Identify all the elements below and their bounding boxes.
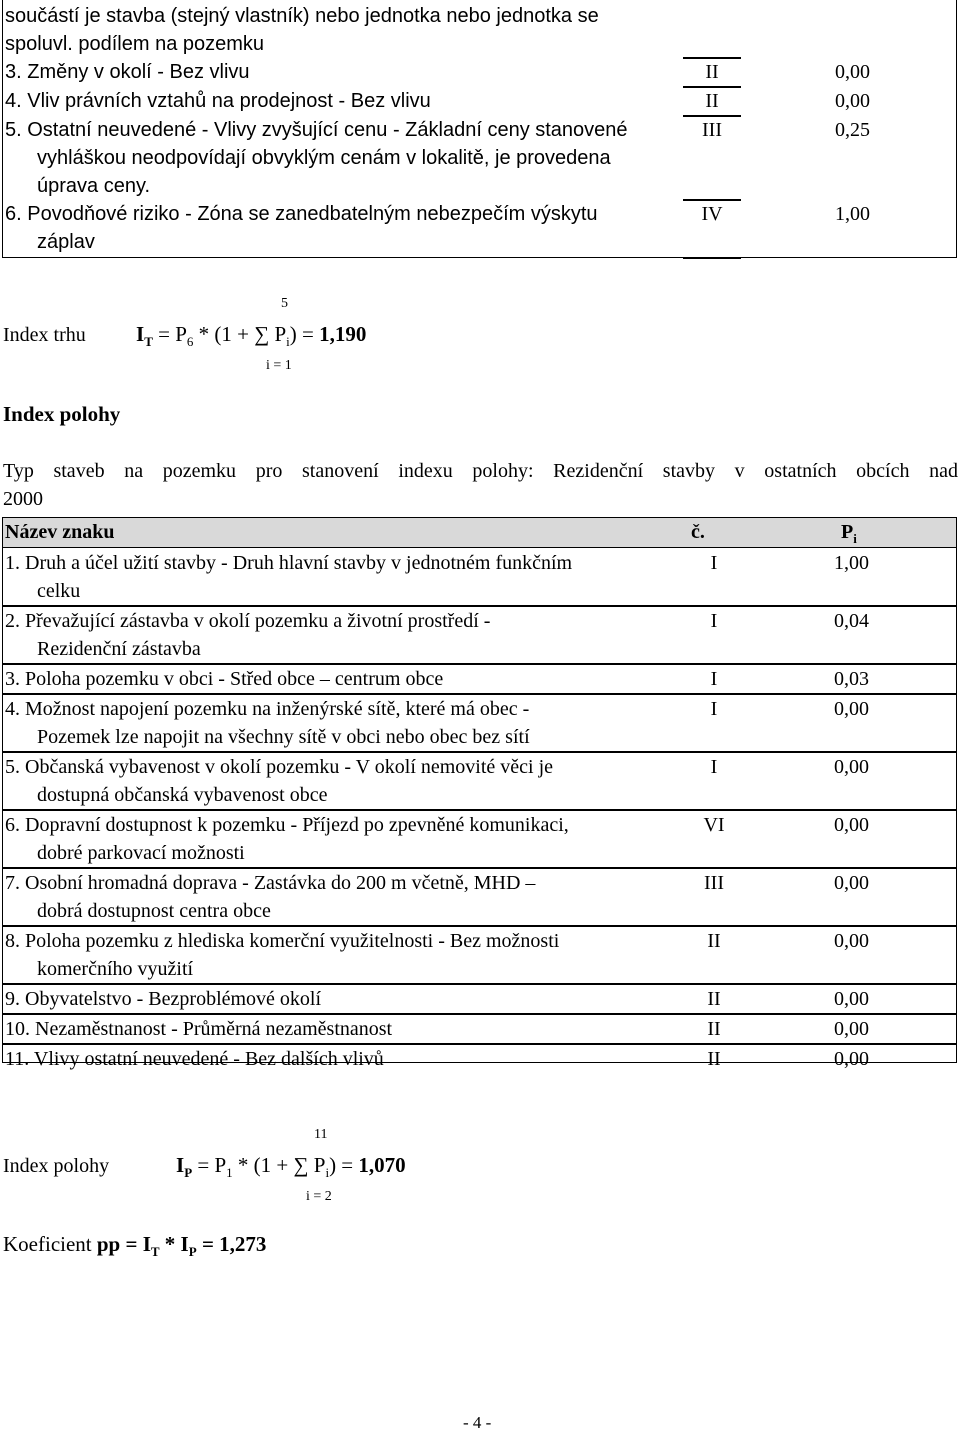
market-row-text: vyhláškou neodpovídají obvyklým cenám v lokalitě, je provedena: [37, 147, 611, 169]
formula-part: * (1 +: [232, 1153, 294, 1177]
index-polohy-formula: [176, 1153, 406, 1181]
sigma-symbol: ∑: [254, 322, 270, 346]
location-row-class: II: [707, 1048, 721, 1070]
header-p-sub: i: [853, 531, 857, 546]
formula-sub: i: [286, 334, 290, 350]
location-row-text: 10. Nezaměstnanost - Průměrná nezaměstnanost: [5, 1018, 393, 1040]
location-row-text: dobré parkovací možnosti: [37, 842, 245, 864]
formula-part: ) =: [289, 322, 320, 346]
location-row-value: 0,00: [834, 988, 869, 1010]
index-trhu-formula: [136, 322, 366, 350]
location-row-text: dostupná občanská vybavenost obce: [37, 784, 328, 806]
formula-part: P: [269, 322, 287, 346]
location-row-text: 1. Druh a účel užití stavby - Druh hlavní stavby v jednotném funkčním: [5, 552, 573, 574]
sum-upper-limit: 5: [281, 296, 288, 311]
market-row-text: úprava ceny.: [37, 175, 151, 197]
table-header: [3, 518, 956, 548]
koeficient-sub: P: [188, 1244, 197, 1260]
location-row-class: II: [707, 1018, 721, 1040]
formula-part: = P: [152, 322, 187, 346]
market-row-value: 1,00: [835, 203, 870, 225]
market-row-class: II: [705, 90, 719, 112]
location-row-text: 4. Možnost napojení pozemku na inženýrské sítě, které má obec -: [5, 698, 530, 720]
location-row-value: 0,00: [834, 872, 869, 894]
market-row-text: spoluvl. podílem na pozemku: [5, 33, 265, 55]
location-row-text: 8. Poloha pozemku z hlediska komerční využitelnosti - Bez možnosti: [5, 930, 560, 952]
location-row-text: 7. Osobní hromadná doprava - Zastávka do 200 m včetně, MHD –: [5, 872, 536, 894]
sigma-symbol: ∑: [293, 1153, 309, 1177]
sum-lower-limit: i = 2: [306, 1189, 332, 1204]
koeficient-label: Koeficient: [3, 1232, 97, 1256]
sum-lower-limit: i = 1: [266, 358, 292, 373]
header-name: Název znaku: [5, 521, 115, 543]
market-row-text: 5. Ostatní neuvedené - Vlivy zvyšující cenu - Základní ceny stanovené: [5, 119, 628, 141]
formula-i-sub: T: [144, 334, 153, 350]
location-row-class: I: [710, 756, 718, 778]
sum-upper-limit: 11: [314, 1127, 328, 1142]
location-row-text: 6. Dopravní dostupnost k pozemku - Příjezd po zpevněné komunikaci,: [5, 814, 569, 836]
formula-i: I: [136, 322, 145, 346]
header-num: č.: [691, 521, 705, 543]
index-polohy-label: Index polohy: [3, 1155, 110, 1177]
location-row-text: 5. Občanská vybavenost v okolí pozemku - V okolí nemovité věci je: [5, 756, 554, 778]
location-row-class: VI: [703, 814, 725, 836]
index-trhu-label: Index trhu: [3, 324, 86, 346]
market-row-text: 4. Vliv právních vztahů na prodejnost - Bez vlivu: [5, 90, 431, 112]
location-row-text: 9. Obyvatelstvo - Bezproblémové okolí: [5, 988, 322, 1010]
location-row-value: 0,04: [834, 610, 869, 632]
class-cell-underline: [683, 257, 741, 259]
formula-part: ) =: [329, 1153, 359, 1177]
formula-part: P: [308, 1153, 326, 1177]
index-polohy-heading: Index polohy: [3, 402, 121, 426]
typ-staveb-line1: Typ staveb na pozemku pro stanovení indexu polohy: Rezidenční stavby v ostatních obcích nad: [3, 460, 958, 482]
location-row-class: II: [707, 988, 721, 1010]
formula-part: * (1 +: [193, 322, 255, 346]
location-row-class: III: [704, 872, 724, 894]
location-row-value: 0,03: [834, 668, 869, 690]
market-row-class: IV: [701, 203, 723, 225]
koeficient-part: * I: [159, 1232, 189, 1256]
location-row-class: I: [710, 610, 718, 632]
koeficient-line: [3, 1232, 266, 1260]
formula-sub: 6: [186, 334, 194, 350]
koeficient-result: = 1,273: [196, 1232, 267, 1256]
location-row-value: 0,00: [834, 756, 869, 778]
index-trhu-result: 1,190: [319, 322, 367, 346]
location-index-table: [2, 517, 957, 1070]
market-index-table: [2, 0, 957, 258]
location-row-text: 3. Poloha pozemku v obci - Střed obce – centrum obce: [5, 668, 444, 690]
formula-sub: i: [325, 1165, 330, 1181]
location-row-value: 0,00: [834, 698, 869, 720]
index-polohy-result: 1,070: [358, 1153, 406, 1177]
location-row-text: Rezidenční zástavba: [37, 638, 201, 660]
location-row-value: 0,00: [834, 1018, 869, 1040]
market-row-value: 0,00: [835, 61, 870, 83]
location-row-value: 0,00: [834, 930, 869, 952]
location-row-value: 0,00: [834, 1048, 869, 1070]
typ-staveb-line2: 2000: [3, 488, 43, 510]
market-row-value: 0,00: [835, 90, 870, 112]
koeficient-part: = I: [120, 1232, 151, 1256]
formula-part: = P: [192, 1153, 227, 1177]
location-row-text: celku: [37, 580, 81, 602]
location-row-class: I: [710, 698, 718, 720]
location-row-class: I: [710, 552, 718, 574]
location-row-text: Pozemek lze napojit na všechny sítě v obci nebo obec bez sítí: [37, 726, 530, 748]
market-row-text: součástí je stavba (stejný vlastník) nebo jednotka nebo jednotka se: [5, 5, 599, 27]
location-row-class: II: [707, 930, 721, 952]
location-row-text: 11. Vlivy ostatní neuvedené - Bez dalších vlivů: [5, 1048, 384, 1070]
location-row-class: I: [710, 668, 718, 690]
location-row-text: 2. Převažující zástavba v okolí pozemku a životní prostředí -: [5, 610, 491, 632]
market-row-text: 3. Změny v okolí - Bez vlivu: [5, 61, 250, 83]
koeficient-sub: T: [150, 1244, 160, 1260]
koeficient-pp: pp: [96, 1232, 121, 1256]
market-row-value: 0,25: [835, 119, 870, 141]
location-row-text: dobrá dostupnost centra obce: [37, 900, 271, 922]
market-row-class: III: [702, 119, 722, 141]
market-row-class: II: [705, 61, 719, 83]
formula-i-sub: P: [184, 1165, 193, 1181]
location-row-value: 0,00: [834, 814, 869, 836]
market-row-text: záplav: [37, 231, 95, 253]
location-row-text: komerčního využití: [37, 958, 194, 980]
formula-sub: 1: [226, 1165, 233, 1181]
page-number: - 4 -: [463, 1413, 492, 1432]
header-p: [841, 521, 857, 547]
formula-i: I: [176, 1153, 185, 1177]
header-p-letter: P: [841, 521, 854, 543]
market-row-text: 6. Povodňové riziko - Zóna se zanedbatelným nebezpečím výskytu: [5, 203, 598, 225]
location-row-value: 1,00: [834, 552, 869, 574]
